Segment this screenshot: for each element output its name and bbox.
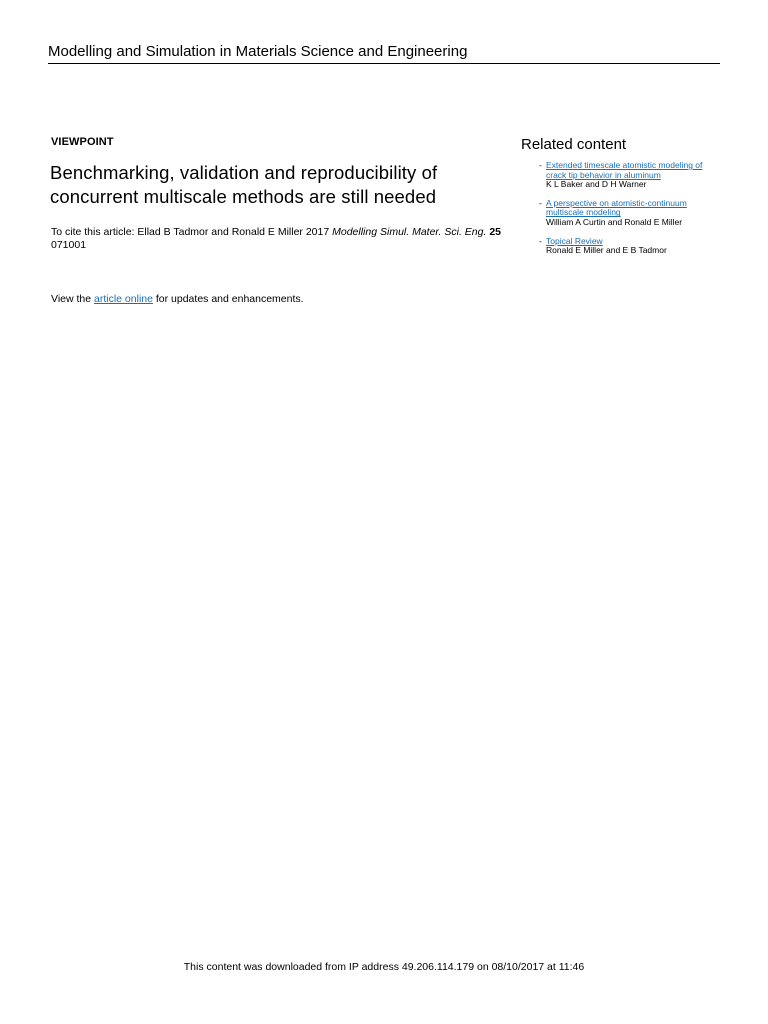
- article-title: Benchmarking, validation and reproducibility of concurrent multiscale methods are still needed: [50, 162, 438, 207]
- view-online-after: for updates and enhancements.: [152, 293, 304, 305]
- list-dash: -: [539, 160, 542, 170]
- article-online-link[interactable]: article online: [94, 293, 153, 305]
- related-content-panel: [521, 135, 721, 265]
- related-item-link[interactable]: A perspective on atomistic-continuum multiscale modeling: [546, 197, 687, 218]
- related-item-link[interactable]: Extended timescale atomistic modeling of crack tip behavior in aluminum: [546, 160, 703, 180]
- related-item-authors: Ronald E Miller and E B Tadmor: [546, 245, 667, 256]
- related-content-list: [521, 161, 721, 256]
- list-dash: -: [539, 235, 542, 246]
- related-content-heading: Related content: [521, 136, 627, 153]
- related-item-authors: William A Curtin and Ronald E Miller: [546, 216, 683, 227]
- related-item: [539, 161, 721, 190]
- download-footer: This content was downloaded from IP address 49.206.114.179 on 08/10/2017 at 11:46: [183, 961, 585, 973]
- journal-title: Modelling and Simulation in Materials Science and Engineering: [48, 43, 468, 60]
- view-online-notice: [51, 293, 304, 306]
- list-dash: -: [539, 197, 542, 208]
- citation-article-number: 071001: [51, 239, 87, 251]
- citation-journal: Modelling Simul. Mater. Sci. Eng.: [332, 226, 487, 238]
- citation: [51, 226, 501, 252]
- related-item: [539, 199, 721, 228]
- related-item-link[interactable]: Topical Review: [546, 235, 603, 246]
- related-item: [539, 237, 721, 256]
- section-label: VIEWPOINT: [51, 136, 114, 148]
- citation-prefix: To cite this article: Ellad B Tadmor and Ronald E Miller 2017: [51, 226, 333, 238]
- related-item-authors: K L Baker and D H Warner: [546, 179, 647, 190]
- view-online-before: View the: [51, 293, 94, 305]
- journal-header: [48, 42, 720, 64]
- citation-volume: 25: [489, 226, 501, 238]
